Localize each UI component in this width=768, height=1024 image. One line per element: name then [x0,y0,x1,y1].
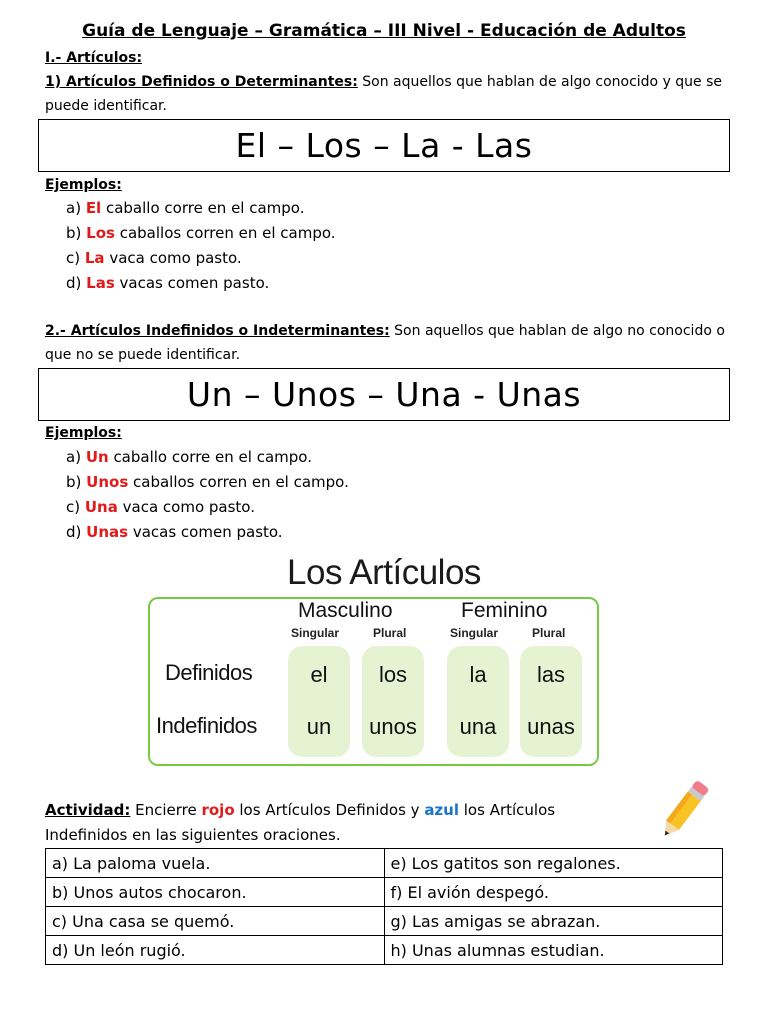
row-label-definidos: Definidos [165,660,253,685]
section1-description: Son aquellos que hablan de algo conocido y que se puede identificar. [45,74,723,114]
activity-table [45,848,723,965]
example-item: a) El caballo corre en el campo. [66,199,305,217]
section2-description: Son aquellos que hablan de algo no conocido o que no se puede identificar. [45,323,725,363]
row-label-indefinidos: Indefinidos [156,713,257,738]
example-item: a) Un caballo corre en el campo. [66,448,312,466]
sentence-cell[interactable]: h) Unas alumnas estudian. [384,936,723,965]
activity-instructions: Actividad: Encierre rojo los Artículos Definidos y azul los Artículos Indefinidos en las siguientes oraciones. [45,801,556,844]
singular-header: Singular [450,626,499,640]
word-red: rojo [201,801,235,819]
examples-label: Ejemplos: [45,177,122,193]
masculino-header: Masculino [298,599,393,622]
sentence-cell[interactable]: d) Un león rugió. [46,936,385,965]
section2-intro [45,319,725,367]
definidos-examples [66,196,336,296]
example-item: b) Unos caballos corren en el campo. [66,473,349,491]
singular-header: Singular [291,626,340,640]
table-row [46,849,723,878]
pencil-icon [652,774,716,846]
sentence-cell[interactable]: g) Las amigas se abrazan. [384,907,723,936]
indefinidos-box: Un – Unos – Una - Unas [38,368,730,421]
plural-header: Plural [532,626,566,640]
article-cell: las [536,662,566,687]
sentence-cell[interactable]: b) Unos autos chocaron. [46,878,385,907]
sentence-cell[interactable]: a) La paloma vuela. [46,849,385,878]
examples-label: Ejemplos: [45,425,122,441]
infographic-title: Los Artículos [287,553,481,592]
section-heading: I.- Artículos: [45,50,143,66]
sentence-cell[interactable]: f) El avión despegó. [384,878,723,907]
definidos-box: El – Los – La - Las [38,119,730,172]
section1-intro [45,70,725,118]
article-cell: una [459,714,497,739]
sentence-cell[interactable]: c) Una casa se quemó. [46,907,385,936]
section1-subheading: 1) Artículos Definidos o Determinantes: [45,74,358,90]
plural-header: Plural [373,626,407,640]
femenino-header: Feminino [461,599,548,622]
table-row [46,936,723,965]
example-item: d) Las vacas comen pasto. [66,274,270,292]
article-cell: unos [369,714,417,739]
article-cell: un [306,714,332,739]
example-item: c) La vaca como pasto. [66,249,242,267]
sentence-cell[interactable]: e) Los gatitos son regalones. [384,849,723,878]
article-cell: el [310,662,328,687]
word-blue: azul [424,801,459,819]
article-cell: unas [527,714,575,739]
page-title: Guía de Lenguaje – Gramática – III Nivel - Educación de Adultos [82,21,686,41]
article-cell: los [378,662,408,687]
example-item: c) Una vaca como pasto. [66,498,255,516]
section2-subheading: 2.- Artículos Indefinidos o Indeterminantes: [45,323,390,339]
activity-label: Actividad: [45,801,131,819]
table-row [46,878,723,907]
example-item: d) Unas vacas comen pasto. [66,523,283,541]
article-cell: la [469,662,487,687]
example-item: b) Los caballos corren en el campo. [66,224,336,242]
table-row [46,907,723,936]
indefinidos-examples [66,445,349,545]
